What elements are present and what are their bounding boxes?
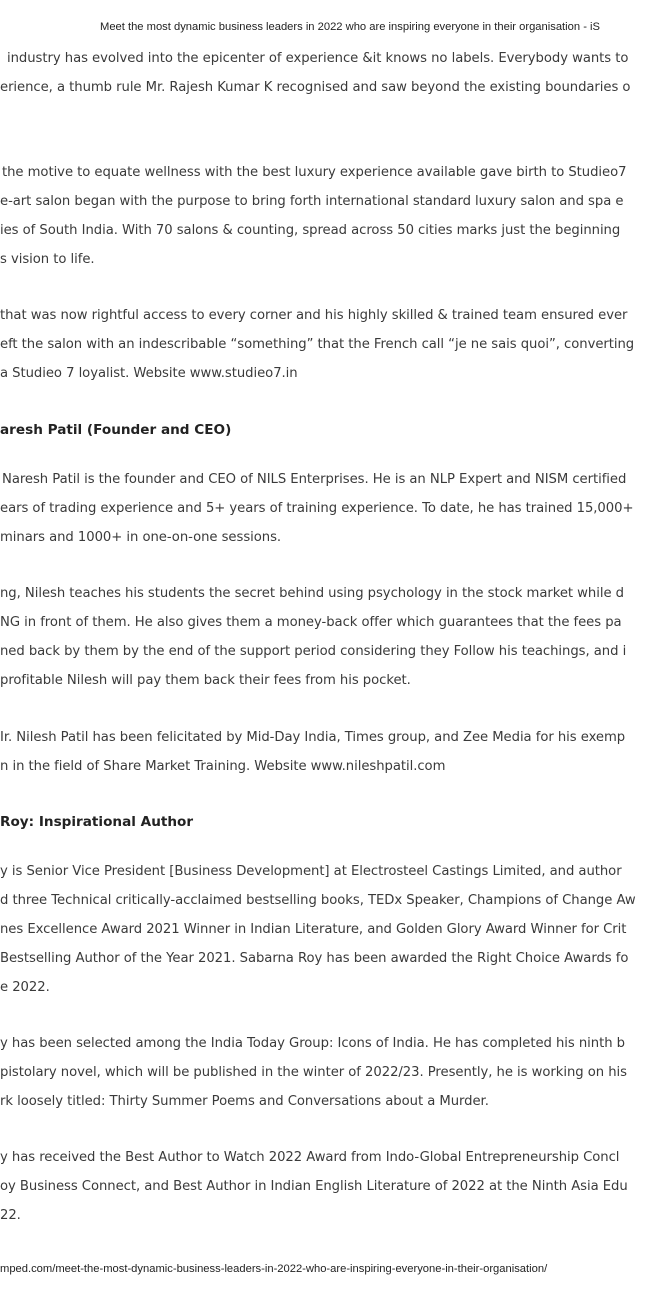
paragraph-line: NG in front of them. He also gives them a money-back offer which guarantees that the fees pa — [0, 615, 622, 630]
paragraph-line: d three Technical critically-acclaimed bestselling books, TEDx Speaker, Champions of Change Aw — [0, 893, 636, 908]
paragraph-line: ng, Nilesh teaches his students the secret behind using psychology in the stock market while d — [0, 586, 624, 601]
paragraph-line: 22. — [0, 1208, 21, 1223]
paragraph-line: nes Excellence Award 2021 Winner in Indian Literature, and Golden Glory Award Winner for Crit — [0, 922, 627, 937]
paragraph-line: Ir. Nilesh Patil has been felicitated by Mid-Day India, Times group, and Zee Media for his exemp — [0, 730, 626, 745]
paragraph-line: s vision to life. — [0, 252, 95, 267]
paragraph-line: erience, a thumb rule Mr. Rajesh Kumar K recognised and saw beyond the existing boundaries o — [0, 80, 631, 95]
paragraph-line: y has received the Best Author to Watch 2022 Award from Indo-Global Entrepreneurship Concl — [0, 1150, 620, 1165]
section-heading: Roy: Inspirational Author — [0, 814, 194, 830]
paragraph-line: y is Senior Vice President [Business Development] at Electrosteel Castings Limited, and author — [0, 864, 622, 879]
paragraph-line: n in the field of Share Market Training. Website www.nileshpatil.com — [0, 759, 446, 774]
paragraph-line: pistolary novel, which will be published in the winter of 2022/23. Presently, he is working on his — [0, 1065, 627, 1080]
paragraph-line: a Studieo 7 loyalist. Website www.studieo7.in — [0, 366, 298, 381]
print-header-title: Meet the most dynamic business leaders in 2022 who are inspiring everyone in their organisation - iS — [100, 21, 600, 33]
paragraph-line: Naresh Patil is the founder and CEO of NILS Enterprises. He is an NLP Expert and NISM certified — [2, 472, 627, 487]
paragraph-line: eft the salon with an indescribable “something” that the French call “je ne sais quoi”, converting — [0, 337, 635, 352]
paragraph-line: ned back by them by the end of the support period considering they Follow his teachings, and i — [0, 644, 627, 659]
paragraph-line: Bestselling Author of the Year 2021. Sabarna Roy has been awarded the Right Choice Awards fo — [0, 951, 629, 966]
paragraph-line: oy Business Connect, and Best Author in Indian English Literature of 2022 at the Ninth Asia Edu — [0, 1179, 628, 1194]
paragraph-line: e-art salon began with the purpose to bring forth international standard luxury salon and spa e — [0, 194, 624, 209]
section-heading: aresh Patil (Founder and CEO) — [0, 422, 232, 438]
paragraph-line: y has been selected among the India Today Group: Icons of India. He has completed his ninth b — [0, 1036, 625, 1051]
paragraph-line: ies of South India. With 70 salons & counting, spread across 50 cities marks just the beginning — [0, 223, 621, 238]
paragraph-line: minars and 1000+ in one-on-one sessions. — [0, 530, 282, 545]
paragraph-line: profitable Nilesh will pay them back their fees from his pocket. — [0, 673, 411, 688]
paragraph-line: that was now rightful access to every corner and his highly skilled & trained team ensured ever — [0, 308, 628, 323]
paragraph-line: ears of trading experience and 5+ years of training experience. To date, he has trained 15,000+ — [0, 501, 634, 516]
paragraph-line: rk loosely titled: Thirty Summer Poems and Conversations about a Murder. — [0, 1094, 489, 1109]
paragraph-line: industry has evolved into the epicenter of experience &it knows no labels. Everybody wants to — [7, 51, 629, 66]
print-footer-url: mped.com/meet-the-most-dynamic-business-leaders-in-2022-who-are-inspiring-everyone-in-their-organisation/ — [0, 1263, 548, 1275]
paragraph-line: the motive to equate wellness with the best luxury experience available gave birth to Studieo7 — [2, 165, 627, 180]
paragraph-line: e 2022. — [0, 980, 50, 995]
